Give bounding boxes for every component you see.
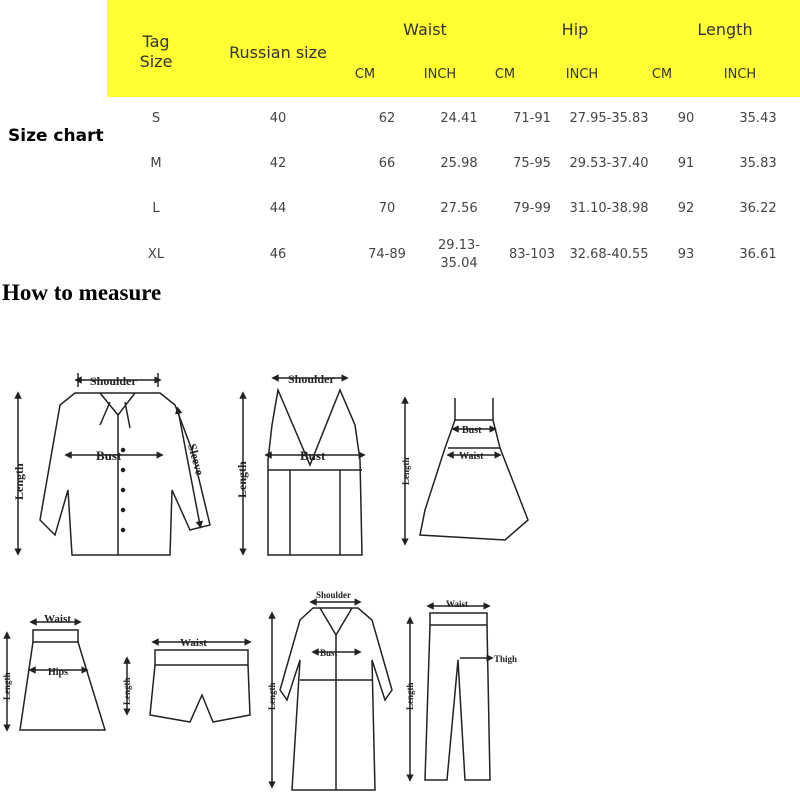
row-m-waist-cm: 66 (378, 156, 396, 171)
row-l-waist-inch: 27.56 (440, 201, 478, 216)
row-xl-len-cm: 93 (677, 247, 695, 262)
blouse-length-label: Length (12, 463, 26, 500)
coat-length-label: Length (267, 682, 277, 710)
shorts-diagram (127, 642, 250, 722)
header-length-inch: INCH (723, 67, 757, 82)
tank-bust-label: Bust (300, 448, 326, 463)
coat-bust-label: Bust (320, 648, 338, 658)
row-l-tag: L (152, 201, 160, 216)
size-chart-label: Size chart (8, 126, 104, 146)
shorts-length-label: Length (122, 677, 132, 705)
row-m-len-cm: 91 (677, 156, 695, 171)
row-l-ru: 44 (269, 201, 287, 216)
row-l-len-cm: 92 (677, 201, 695, 216)
row-m-tag: M (150, 156, 162, 171)
row-m-hip-cm: 75-95 (513, 156, 551, 171)
trousers-waist-label: Waist (446, 599, 469, 609)
tank-top-diagram (243, 378, 362, 555)
header-tag-line2: Size (139, 52, 173, 71)
header-waist-inch: INCH (423, 67, 457, 82)
row-m-len-inch: 35.83 (739, 156, 777, 171)
row-s-waist-inch: 24.41 (440, 111, 478, 126)
row-m-ru: 42 (269, 156, 287, 171)
row-xl-hip-inch: 32.68-40.55 (569, 247, 649, 262)
row-m-hip-inch: 29.53-37.40 (569, 156, 649, 171)
blouse-shoulder-label: Shoulder (90, 374, 137, 388)
how-to-measure-title: How to measure (2, 280, 162, 305)
row-s-hip-inch: 27.95-35.83 (569, 111, 649, 126)
row-xl-waist-cm: 74-89 (368, 247, 406, 262)
tank-shoulder-label: Shoulder (288, 372, 335, 386)
header-hip-cm: CM (494, 67, 516, 82)
coat-shoulder-label: Shoulder (316, 590, 352, 600)
row-xl-waist-inch: 29.13-35.04 (438, 238, 480, 271)
header-waist-cm: CM (354, 67, 376, 82)
dress-diagram (405, 398, 528, 542)
row-s-len-cm: 90 (677, 111, 695, 126)
dress-length-label: Length (401, 457, 411, 485)
header-tag (128, 32, 184, 72)
skirt-length-label: Length (2, 672, 12, 700)
row-l-hip-inch: 31.10-38.98 (569, 201, 649, 216)
header-length: Length (697, 20, 753, 39)
header-length-cm: CM (651, 67, 673, 82)
row-m-waist-inch: 25.98 (440, 156, 478, 171)
header-waist: Waist (403, 20, 447, 39)
row-xl-tag: XL (147, 247, 165, 262)
shorts-waist-label: Waist (180, 637, 207, 649)
dress-bust-label: Bust (462, 425, 482, 436)
row-s-waist-cm: 62 (378, 111, 396, 126)
dress-waist-label: Waist (459, 451, 484, 462)
coat-diagram (272, 602, 392, 790)
header-russian-size: Russian size (229, 43, 327, 62)
row-s-ru: 40 (269, 111, 287, 126)
header-hip-inch: INCH (565, 67, 599, 82)
row-xl-hip-cm: 83-103 (508, 247, 556, 262)
row-l-hip-cm: 79-99 (513, 201, 551, 216)
skirt-waist-label: Waist (44, 613, 71, 625)
skirt-hips-label: Hips (48, 667, 69, 678)
header-hip: Hip (561, 20, 589, 39)
row-s-hip-cm: 71-91 (513, 111, 551, 126)
row-s-len-inch: 35.43 (739, 111, 777, 126)
size-table-header-band (107, 0, 800, 97)
row-xl-ru: 46 (269, 247, 287, 262)
trousers-length-label: Length (405, 682, 415, 710)
blouse-diagram (18, 373, 210, 555)
header-tag-line1: Tag (142, 32, 170, 51)
row-xl-len-inch: 36.61 (739, 247, 777, 262)
tank-length-label: Length (235, 461, 249, 498)
measurement-illustrations (0, 330, 800, 800)
row-s-tag: S (151, 111, 161, 126)
trousers-diagram (410, 606, 490, 780)
blouse-bust-label: Bust (96, 448, 122, 463)
trousers-thigh-label: Thigh (494, 654, 518, 664)
row-l-waist-cm: 70 (378, 201, 396, 216)
row-l-len-inch: 36.22 (739, 201, 777, 216)
blouse-sleeve-label: Sleeve (185, 442, 207, 477)
